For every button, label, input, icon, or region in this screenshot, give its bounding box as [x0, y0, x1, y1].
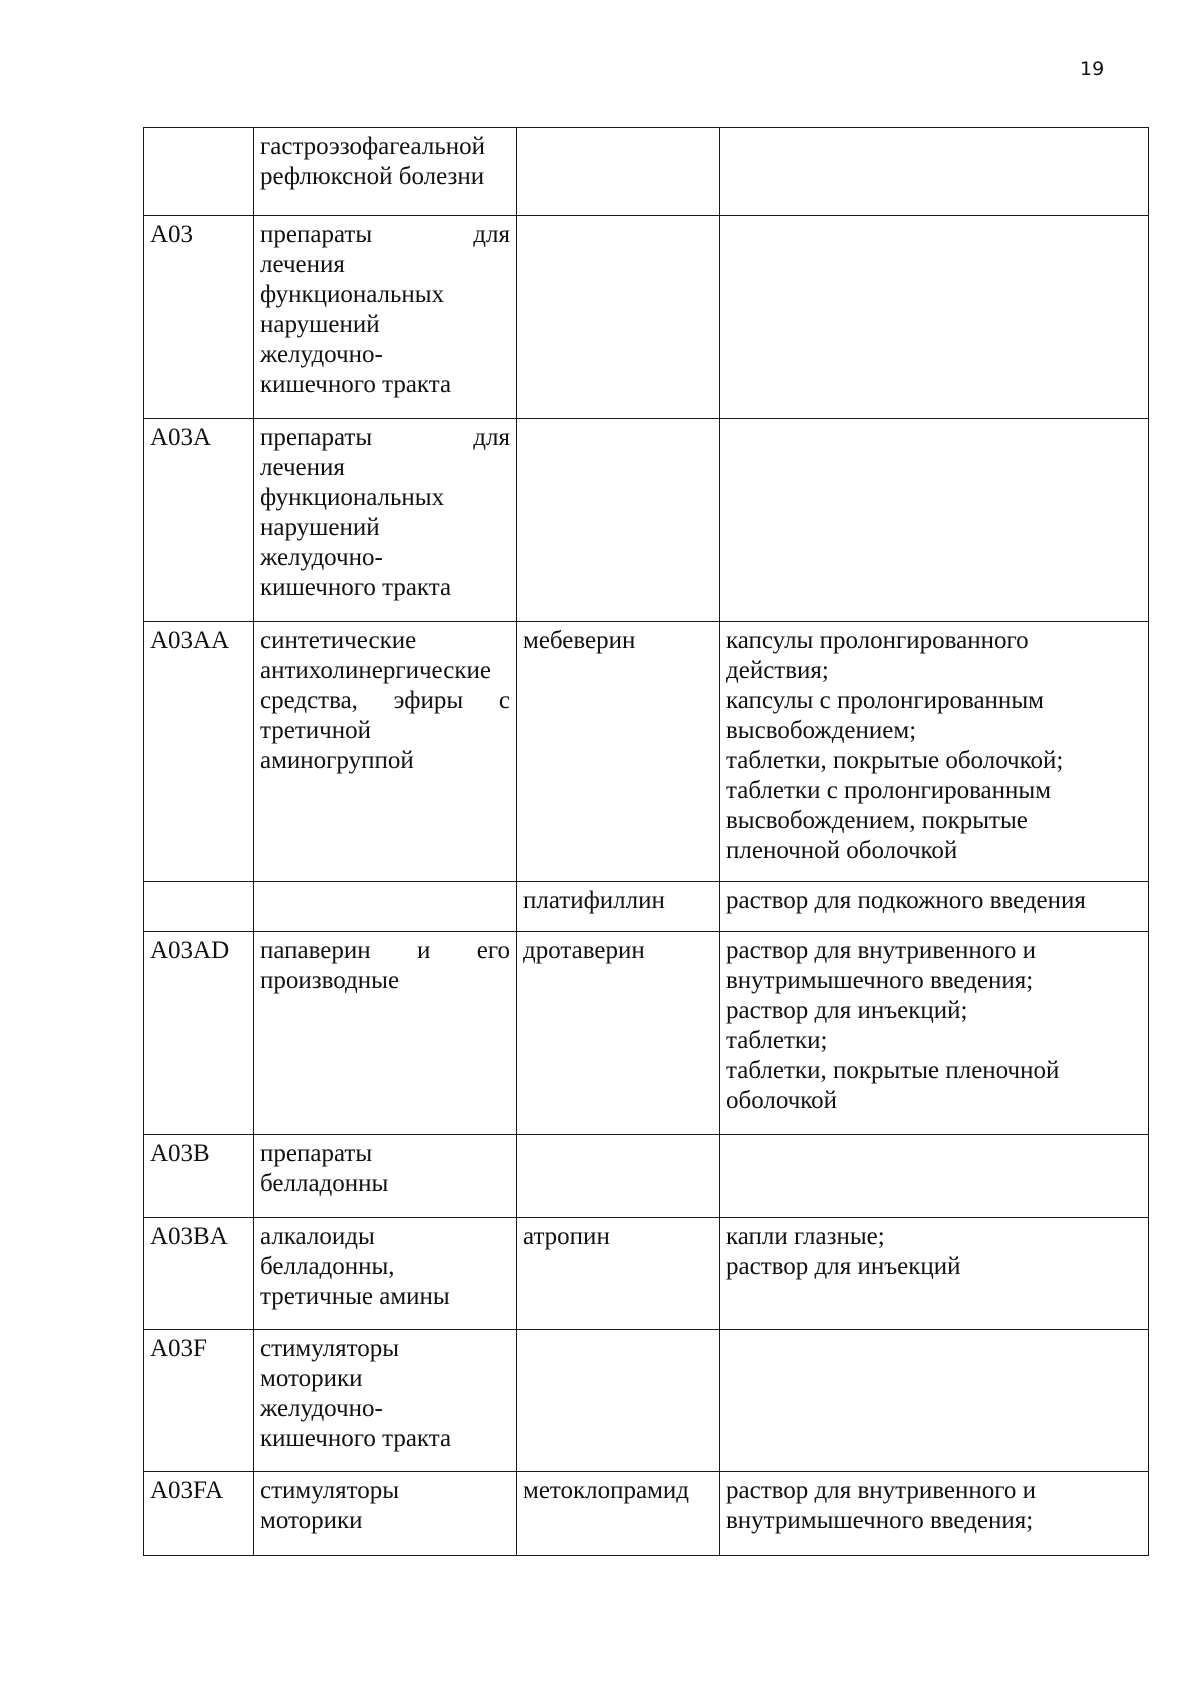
table-row — [144, 419, 1149, 622]
pharmacological-group-cell: гастроэзофагеальной рефлюксной болезни — [254, 128, 517, 216]
dosage-form-cell: раствор для внутривенного и внутримышечного введения; раствор для инъекций; таблетки; таблетки, покрытые пленочной оболочкой — [720, 932, 1149, 1135]
table-row — [144, 1218, 1149, 1330]
pharmacological-group-cell: синтетические антихолинергические средства, эфиры с третичной аминогруппой — [254, 622, 517, 882]
drug-name-cell: мебеверин — [517, 622, 720, 882]
dosage-form-cell: капли глазные; раствор для инъекций — [720, 1218, 1149, 1330]
pharmacological-group-cell: препараты для лечения функциональных нарушений желудочно- кишечного тракта — [254, 216, 517, 419]
justified-line: препараты для — [260, 424, 510, 451]
drug-name-cell — [517, 128, 720, 216]
table-row — [144, 128, 1149, 216]
drug-name-cell: платифиллин — [517, 882, 720, 932]
atc-code-cell: A03AD — [144, 932, 254, 1135]
atc-code-cell — [144, 882, 254, 932]
atc-code-cell: A03B — [144, 1135, 254, 1218]
pharmacological-group-cell — [254, 882, 517, 932]
dosage-form-cell — [720, 216, 1149, 419]
table-row — [144, 1135, 1149, 1218]
table-row — [144, 882, 1149, 932]
dosage-form-cell: капсулы пролонгированного действия; капсулы с пролонгированным высвобождением; таблетки, покрытые оболочкой; таблетки с пролонгированным высвобождением, покрытые пленочной оболочкой — [720, 622, 1149, 882]
dosage-form-cell: раствор для внутривенного и внутримышечного введения; — [720, 1472, 1149, 1556]
atc-code-cell: A03A — [144, 419, 254, 622]
pharmacological-group-cell: стимуляторы моторики желудочно- кишечного тракта — [254, 1330, 517, 1472]
table-row — [144, 1330, 1149, 1472]
atc-code-cell: A03F — [144, 1330, 254, 1472]
drug-name-cell — [517, 216, 720, 419]
atc-code-cell: A03BA — [144, 1218, 254, 1330]
dosage-form-cell — [720, 1330, 1149, 1472]
justified-line: средства, эфиры с — [260, 687, 510, 714]
medication-table — [143, 127, 1149, 1556]
table-row — [144, 1472, 1149, 1556]
drug-name-cell: дротаверин — [517, 932, 720, 1135]
table-row — [144, 932, 1149, 1135]
atc-code-cell: A03AA — [144, 622, 254, 882]
dosage-form-cell — [720, 1135, 1149, 1218]
table-row — [144, 216, 1149, 419]
atc-code-cell — [144, 128, 254, 216]
pharmacological-group-cell: препараты для лечения функциональных нарушений желудочно- кишечного тракта — [254, 419, 517, 622]
dosage-form-cell: раствор для подкожного введения — [720, 882, 1149, 932]
atc-code-cell: A03FA — [144, 1472, 254, 1556]
drug-name-cell: атропин — [517, 1218, 720, 1330]
dosage-form-cell — [720, 128, 1149, 216]
drug-name-cell: метоклопрамид — [517, 1472, 720, 1556]
pharmacological-group-cell: стимуляторы моторики — [254, 1472, 517, 1556]
justified-line: папаверин и его — [260, 937, 510, 964]
table-row — [144, 622, 1149, 882]
pharmacological-group-cell: препараты белладонны — [254, 1135, 517, 1218]
drug-name-cell — [517, 1135, 720, 1218]
justified-line: препараты для — [260, 221, 510, 248]
drug-name-cell — [517, 1330, 720, 1472]
pharmacological-group-cell: папаверин и его производные — [254, 932, 517, 1135]
pharmacological-group-cell: алкалоиды белладонны, третичные амины — [254, 1218, 517, 1330]
drug-name-cell — [517, 419, 720, 622]
page-number: 19 — [1080, 58, 1105, 80]
atc-code-cell: A03 — [144, 216, 254, 419]
dosage-form-cell — [720, 419, 1149, 622]
